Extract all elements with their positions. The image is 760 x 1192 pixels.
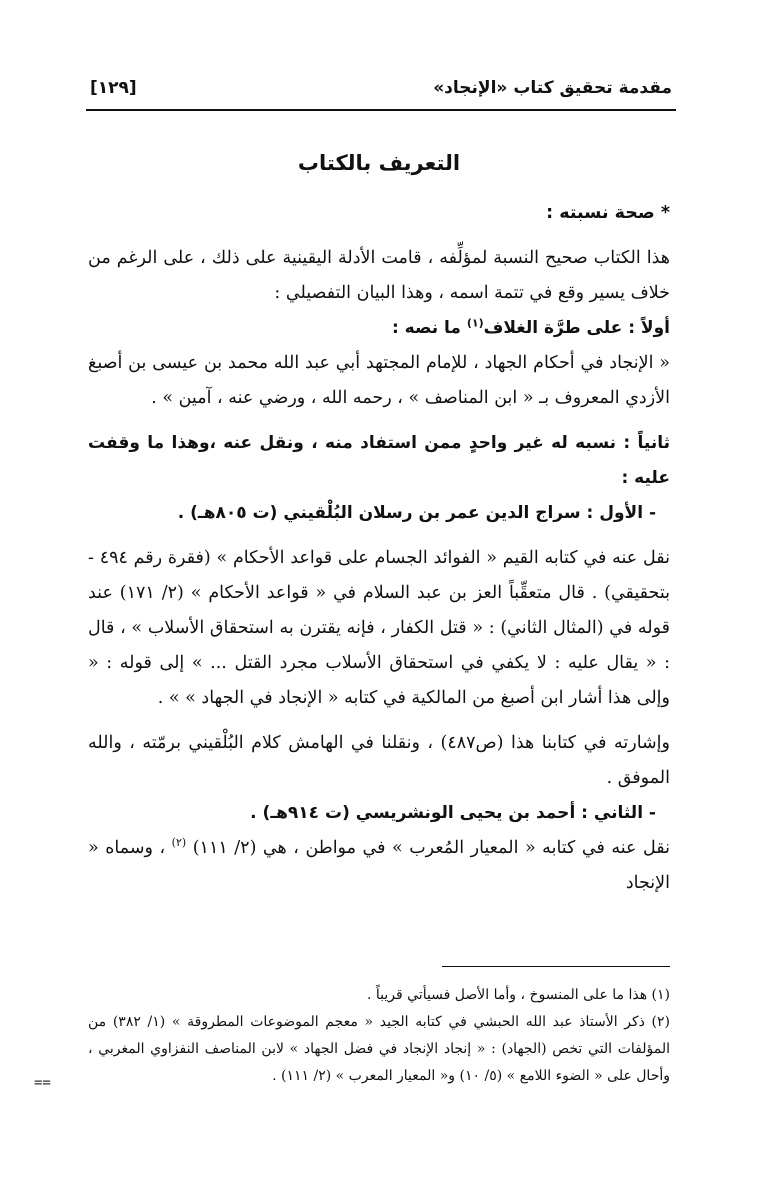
main-content [88,148,670,901]
footnote-rule [442,966,670,967]
paragraph-wansharisi-text: نقل عنه في كتابه « المعيار المُعرب » في مواطن ، هي (٢/ ١١١) [186,838,670,858]
subsection-heading: * صحة نسبته : [546,203,670,223]
footnote-2: (٢) ذكر الأستاذ عبد الله الحبشي في كتابه الجيد « معجم الموضوعات المطروقة » (١/ ٣٨٢) من المؤلفات التي تخص (الجهاد) : « إنجاد الإنجاد في فضل الجهاد » لابن المناصف النفزاوي المغربي ، وأحال على « الضوء اللامع » (٥/ ١٠) و« المعيار المعرب » (٢/ ١١١) . [88,1014,671,1084]
paragraph-wansharisi [88,831,670,901]
second-heading: ثانياً : نسبه له غير واحدٍ ممن استفاد منه ، ونقل عنه ،وهذا ما وقفت عليه : [88,433,670,488]
page-header [90,78,672,110]
footnote-ref-2: (٢) [171,836,187,850]
paragraph-bulqini: نقل عنه في كتابه القيم « الفوائد الجسام على قواعد الأحكام » (فقرة رقم ٤٩٤ - بتحقيقي) . قال متعقِّباً العز بن عبد السلام في « قواعد الأحكام » (٢/ ١٧١) عند قوله في (المثال الثاني) : « قتل الكفار ، فإنه يقترن به استحقاق الأسلاب » ، قال : « يقال عليه : لا يكفي في استحقاق الأسلاب مجرد القتل ... » إلى قوله : « وإلى هذا أشار ابن أصبغ من المالكية في كتابه « الإنجاد في الجهاد » » . [88,548,670,708]
footnote-ref-1: (١) [466,316,484,330]
footnote-1: (١) هذا ما على المنسوخ ، وأما الأصل فسيأتي قريباً . [366,987,670,1003]
second-person-heading: - الثاني : أحمد بن يحيى الونشريسي (ت ٩١٤هـ) . [250,803,656,823]
paragraph-intro: هذا الكتاب صحيح النسبة لمؤلِّفه ، قامت الأدلة اليقينية على ذلك ، على الرغم من خلاف يسير وقع في تتمة اسمه ، وهذا البيان التفصيلي : [88,248,670,303]
running-title: مقدمة تحقيق كتاب «الإنجاد» [433,78,672,98]
section-title: التعريف بالكتاب [297,151,461,175]
first-heading [88,311,670,346]
footnotes [88,982,670,1090]
paragraph-reference: وإشارته في كتابنا هذا (ص٤٨٧) ، ونقلنا في الهامش كلام البُلْقيني برمّته ، والله الموفق . [88,733,670,788]
paragraph-wansharisi-tail: ، وسماه « الإنجاد [88,838,670,893]
first-heading-text: أولاً : على طرَّة الغلاف [483,318,670,338]
margin-mark: == [34,1075,51,1091]
page-number: [١٢٩] [90,78,137,98]
cover-quote: « الإنجاد في أحكام الجهاد ، للإمام المجتهد أبي عبد الله محمد بن عيسى بن أصبغ الأزدي المعروف بـ « ابن المناصف » ، رحمه الله ، ورضي عنه ، آمين » . [88,353,670,408]
header-rule [86,109,676,111]
first-heading-tail: ما نصه : [391,318,467,338]
first-person-heading: - الأول : سراج الدين عمر بن رسلان البُلْقيني (ت ٨٠٥هـ) . [177,503,656,523]
